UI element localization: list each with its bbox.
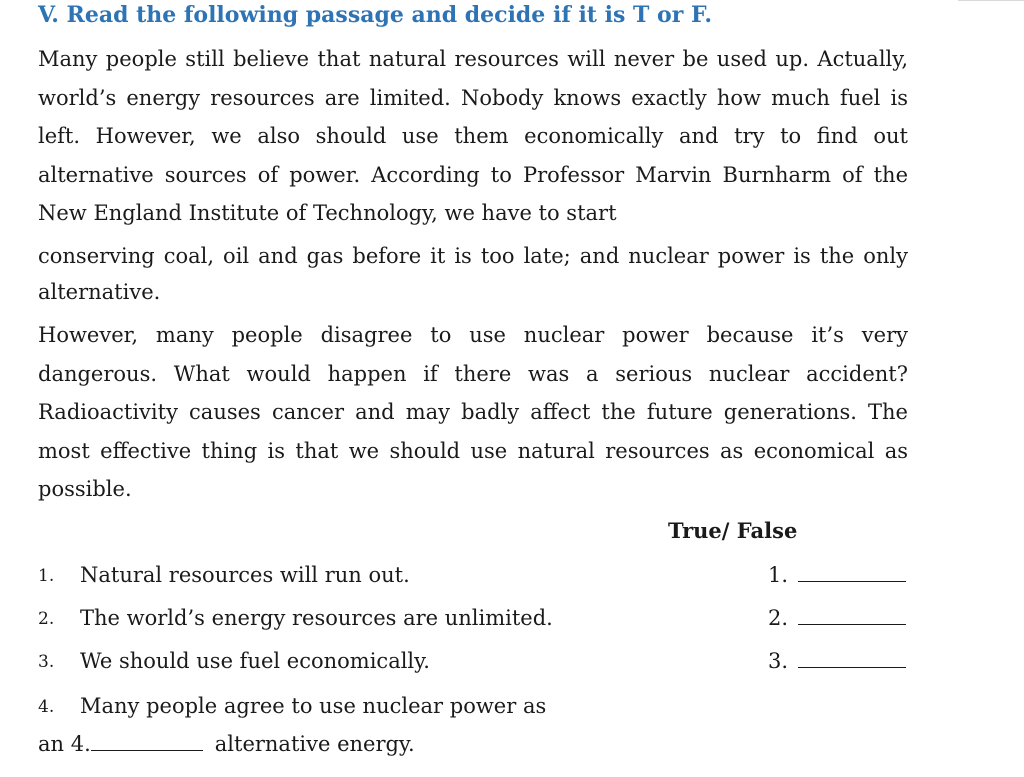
question-number: 2. xyxy=(38,609,55,629)
paragraph-1 xyxy=(38,40,908,233)
answer-blank-4[interactable] xyxy=(91,732,203,751)
answer-blank-1[interactable] xyxy=(798,563,906,582)
paragraph-line: alternative sources of power. According to Professor Marvin Burnharm of the xyxy=(38,162,908,187)
paragraph-line: Many people still believe that natural resources will never be used up. Actually, xyxy=(38,47,908,71)
question-4-prefix: an 4. xyxy=(38,732,91,756)
paragraph-line: possible. xyxy=(38,477,132,501)
answer-blank-3[interactable] xyxy=(798,649,906,668)
paragraph-line: Radioactivity causes cancer and may badly affect the future generations. The xyxy=(38,400,908,424)
paragraph-line: most effective thing is that we should use natural resources as economical as xyxy=(38,438,908,463)
answer-label: 2. xyxy=(768,606,789,630)
question-number: 1. xyxy=(38,566,55,586)
question-4-continuation xyxy=(38,732,415,756)
paragraph-line: dangerous. What would happen if there was a serious nuclear accident? xyxy=(38,361,908,386)
paragraph-3 xyxy=(38,316,908,509)
paragraph-line: alternative. xyxy=(38,280,161,304)
exercise-heading: V. Read the following passage and decide if it is T or F. xyxy=(38,2,713,28)
question-2-text: The world’s energy resources are unlimited. xyxy=(80,606,553,630)
paragraph-line: However, many people disagree to use nuclear power because it’s very xyxy=(38,323,908,347)
answer-2 xyxy=(768,606,906,630)
question-number: 4. xyxy=(38,697,55,717)
answer-label: 3. xyxy=(768,649,789,673)
question-number: 3. xyxy=(38,652,55,672)
true-false-header: True/ False xyxy=(668,518,798,543)
paragraph-2 xyxy=(38,238,908,310)
question-4-suffix: alternative energy. xyxy=(214,732,415,756)
answer-3 xyxy=(768,649,906,673)
question-3-text: We should use fuel economically. xyxy=(80,649,430,673)
paragraph-line: New England Institute of Technology, we have to start xyxy=(38,201,617,225)
paragraph-line: left. However, we also should use them economically and try to find out xyxy=(38,124,908,148)
top-rule xyxy=(958,0,1024,1)
answer-1 xyxy=(768,563,906,587)
answer-label: 1. xyxy=(768,563,789,587)
paragraph-line: world’s energy resources are limited. Nobody knows exactly how much fuel is xyxy=(38,85,908,110)
paragraph-line: conserving coal, oil and gas before it is too late; and nuclear power is the only xyxy=(38,244,908,268)
question-4-text: Many people agree to use nuclear power as xyxy=(80,694,547,718)
question-1-text: Natural resources will run out. xyxy=(80,563,410,587)
answer-blank-2[interactable] xyxy=(798,606,906,625)
